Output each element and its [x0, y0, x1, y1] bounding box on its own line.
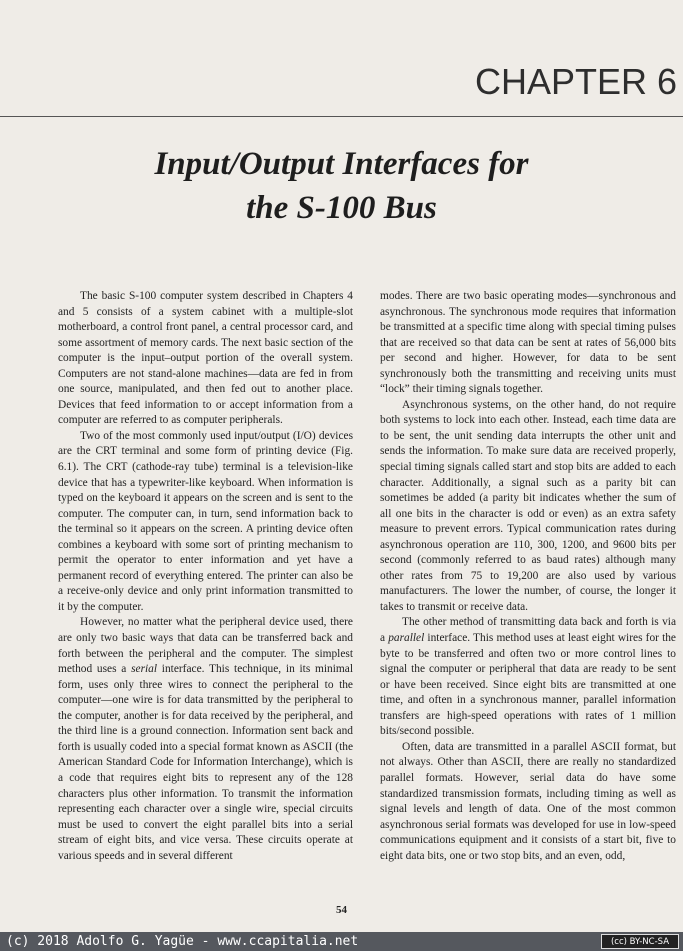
emphasis-serial: serial	[131, 663, 158, 676]
page-number: 54	[336, 904, 347, 916]
left-column	[58, 289, 353, 864]
chapter-title-line-1: Input/Output Interfaces for	[154, 146, 529, 182]
paragraph	[58, 615, 353, 864]
paragraph-continued: modes. There are two basic operating modes—synchronous and asynchronous. The synchronous mode requires that information be transmitted at a specific time along with special timing pulses that are received so that data can be sent at rates of 56,000 bits per second and higher. However, for data to be sent synchronously both the transmitting and receiving units must “lock” their timing signals together.	[380, 290, 676, 396]
text-run: However, no matter what the peripheral device used, there are only two basic ways that data can be transferred back and forth between the peripheral and the computer. The simplest method uses a	[58, 616, 353, 676]
paragraph: Often, data are transmitted in a parallel ASCII format, but not always. Other than ASCII, there are really no standardized parallel formats. However, serial data do have some standardized transmission formats, including timing as well as signal levels and length of data. One of the most common asynchronous serial formats was developed for use in low-speed communications equipment and it consists of a start bit, five to eight data bits, one or two stop bits, and an even, odd,	[380, 740, 676, 862]
text-run: interface. This technique, in its minimal form, uses only three wires to connect the peripheral to the computer—one wire is for data transmitted by the peripheral to the computer, another is for data received by the peripheral, and the third line is a ground connection. Information sent back and forth is usually coded into a special format known as ASCII (the American Standard Code for Information Interchange), which is a code that requires eight bits to represent any of the 128 characters plus other information. To transmit the information representing each character over a single wire, special circuits must be used to convert the eight parallel bits into a serial stream of eight bits, and vice versa. These circuits operate at various speeds and in several different	[58, 663, 353, 862]
paragraph	[380, 615, 676, 739]
chapter-rule	[0, 116, 683, 117]
paragraph: Two of the most commonly used input/output (I/O) devices are the CRT terminal and some form of printing device (Fig. 6.1). The CRT (cathode-ray tube) terminal is a television-like device that has a typewriter-like keyboard. When information is typed on the keyboard it appears on the screen and is sent to the computer. The computer can, in turn, send information back to the terminal so it appears on the screen. A printing device often combines a keyboard with some sort of printing mechanism to permit the operator to enter information and yet have a permanent record of everything entered. The printer can also be a receive-only device and only print information transmitted to it by the computer.	[58, 429, 353, 613]
footer-credit: (c) 2018 Adolfo G. Yagüe - www.ccapitalia.net	[6, 934, 359, 949]
paragraph: Asynchronous systems, on the other hand, do not require both systems to lock into each other. Instead, each time data are to be sent, the unit sending data interrupts the other unit and sends the information. To make sure data are received properly, special timing signals called start and stop bits are added to each character. Additionally, a signal such as a parity bit can sometimes be added (a parity bit indicates whether the sum of all one bits in the character is odd or even) as an extra safety measure to prevent errors. Typical communication rates during asynchronous operation are 110, 300, 1200, and 9600 bits per second (commonly referred to as baud rates) although many other rates from 75 to 19,200 are also used by various manufacturers. The lower the number, of course, the longer it takes to transmit or receive data.	[380, 398, 676, 613]
right-column	[380, 289, 676, 864]
footer-bar	[0, 932, 683, 951]
text-run: The other method of transmitting data back and forth is via a	[380, 616, 676, 645]
emphasis-parallel: parallel	[388, 632, 425, 645]
chapter-title-line-2: the S-100 Bus	[246, 190, 437, 226]
text-run: interface. This method uses at least eight wires for the byte to be transferred and often two or more control lines to signal the computer or peripheral that data are ready to be sent or have been received. Since eight bits are transmitted at one time, and often in a synchronous manner, parallel information transfers are high-speed operations with rates of 1 million bits/second possible.	[380, 632, 676, 738]
chapter-heading: CHAPTER 6	[474, 61, 677, 102]
chapter-title	[0, 142, 683, 230]
paragraph: The basic S-100 computer system described in Chapters 4 and 5 consists of a system cabinet with a multiple-slot motherboard, a control front panel, a central processor card, and some assortment of memory cards. The next basic section of the computer is the input–output portion of the overall system. Computers are not stand-alone machines—data are fed in from one source, manipulated, and then fed out to another place. Devices that feed information to or accept information from a computer are referred to as computer peripherals.	[58, 290, 353, 427]
cc-license-badge: (cc) BY-NC-SA	[601, 934, 679, 949]
